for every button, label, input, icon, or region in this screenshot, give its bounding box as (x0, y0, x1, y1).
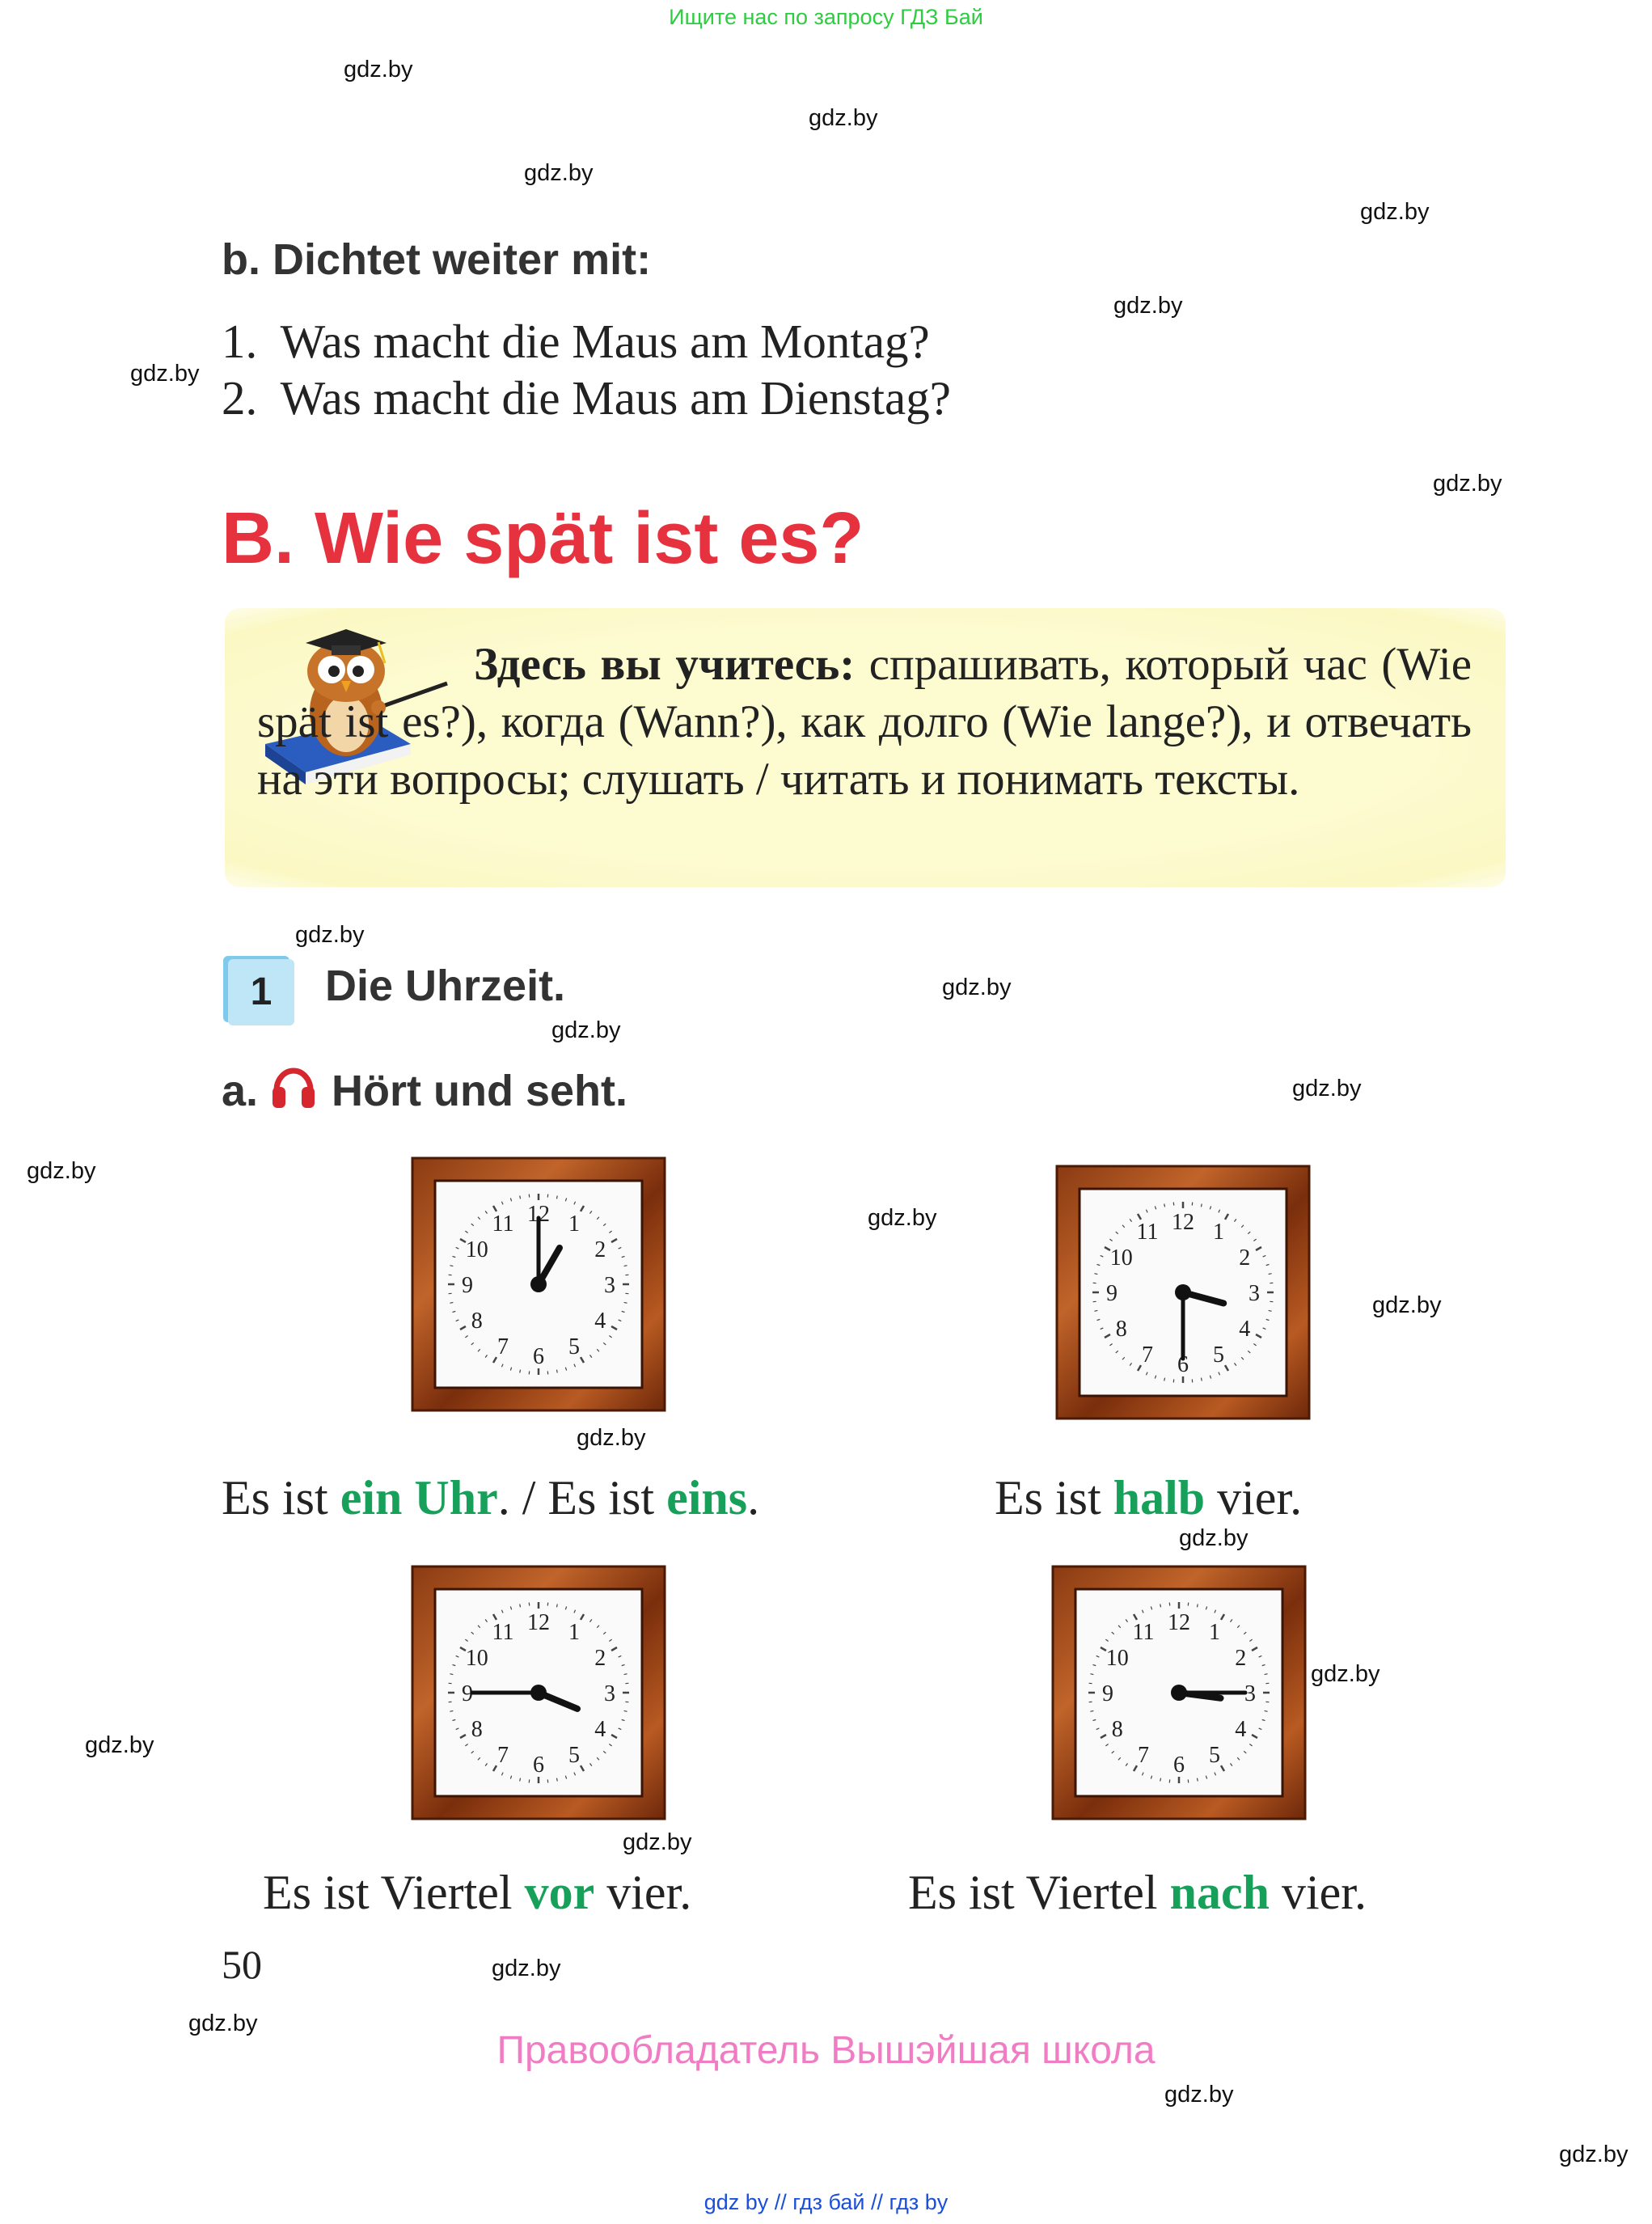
clock-tick (450, 1710, 453, 1711)
watermark: gdz.by (344, 57, 413, 82)
clock-center (1171, 1685, 1187, 1701)
clock-numeral: 6 (1173, 1753, 1185, 1778)
watermark: gdz.by (1311, 1661, 1380, 1687)
clock-numeral: 7 (497, 1334, 509, 1360)
watermark: gdz.by (295, 922, 365, 948)
info-text (257, 636, 1472, 808)
clock-tick (624, 1710, 627, 1711)
clock-tick (556, 1370, 557, 1373)
clock-numeral: 11 (492, 1619, 514, 1645)
clock-tick (1197, 1778, 1198, 1782)
info-lead: Здесь вы учитесь: (474, 639, 856, 690)
section-title: B. Wie spät ist es? (222, 498, 864, 579)
clock-numeral: 1 (1213, 1219, 1224, 1245)
clock-image (1055, 1165, 1311, 1424)
clock-tick (520, 1195, 521, 1199)
clock-numeral: 4 (594, 1309, 606, 1334)
watermark: gdz.by (1113, 293, 1183, 319)
clock-numeral: 7 (497, 1743, 509, 1769)
clock-image (411, 1565, 666, 1824)
clock-tick (520, 1778, 521, 1782)
watermark: gdz.by (1179, 1525, 1249, 1551)
question-item: 1. Was macht die Maus am Montag? (222, 315, 930, 368)
info-body: спрашивать, который час (Wie spät ist es?), когда (Wann?), как долго (Wie lange?), и отвечать на эти вопросы; слушать / читать и понимать тексты. (257, 639, 1472, 805)
clock-numeral: 12 (1168, 1610, 1190, 1635)
clock-numeral: 6 (1177, 1352, 1189, 1377)
clock-center (1175, 1284, 1191, 1300)
question-item: 2. Was macht die Maus am Dienstag? (222, 371, 951, 425)
clock-tick (520, 1370, 521, 1373)
subtask-label: a. (222, 1067, 259, 1115)
clock-numeral: 9 (1102, 1681, 1113, 1706)
clock-tick (450, 1674, 453, 1675)
clock-numeral: 9 (462, 1681, 473, 1706)
watermark: gdz.by (27, 1158, 96, 1184)
clock-tick (1265, 1710, 1268, 1711)
clock-caption: Es ist Viertel vor vier. (263, 1866, 692, 1919)
clock-caption: Es ist ein Uhr. / Es ist eins. (222, 1471, 760, 1524)
watermark: gdz.by (1292, 1076, 1362, 1101)
clock-numeral: 3 (604, 1273, 615, 1298)
watermark: gdz.by (1433, 471, 1502, 497)
clock-numeral: 1 (568, 1211, 580, 1237)
clock-caption: Es ist Viertel nach vier. (908, 1866, 1367, 1919)
clock-numeral: 10 (465, 1237, 488, 1262)
clock-tick (1160, 1778, 1161, 1782)
clock-face (1055, 1165, 1311, 1420)
copyright-notice: Правообладатель Вышэйшая школа (496, 2029, 1156, 2072)
clock-numeral: 10 (1105, 1646, 1129, 1671)
clock-numeral: 7 (1142, 1342, 1153, 1368)
clock-tick (624, 1302, 627, 1303)
clock-tick (556, 1604, 557, 1607)
clock-numeral: 7 (1138, 1743, 1149, 1769)
clock-numeral: 5 (568, 1334, 580, 1360)
clock-tick (1269, 1310, 1272, 1311)
watermark: gdz.by (1372, 1292, 1442, 1318)
exercise-heading: b. Dichtet weiter mit: (222, 235, 652, 284)
clock-numeral: 6 (533, 1344, 544, 1369)
watermark: gdz.by (1164, 2082, 1234, 2108)
clock-numeral: 9 (1106, 1281, 1118, 1306)
clock-face (411, 1565, 666, 1820)
clock-numeral: 5 (568, 1743, 580, 1769)
clock-numeral: 4 (1235, 1717, 1247, 1742)
clock-numeral: 11 (492, 1211, 514, 1237)
watermark: gdz.by (188, 2010, 258, 2036)
clock-tick (1197, 1604, 1198, 1607)
watermark: gdz.by (130, 361, 200, 387)
clock-tick (556, 1778, 557, 1782)
watermark: gdz.by (551, 1017, 621, 1043)
watermark: gdz.by (492, 1956, 561, 1981)
clock-tick (1160, 1604, 1161, 1607)
clock-center (530, 1685, 547, 1701)
clock-numeral: 2 (594, 1646, 606, 1671)
clock-tick (556, 1195, 557, 1199)
page-number: 50 (222, 1942, 262, 1987)
watermark: gdz.by (623, 1829, 692, 1855)
subtask-title: Hört und seht. (332, 1067, 627, 1115)
clock-numeral: 3 (604, 1681, 615, 1706)
watermark: gdz.by (868, 1205, 937, 1231)
clock-numeral: 1 (568, 1619, 580, 1645)
clock-tick (1201, 1203, 1202, 1207)
clock-numeral: 2 (1235, 1646, 1247, 1671)
watermark: gdz.by (577, 1425, 646, 1451)
clock-caption: Es ist halb vier. (995, 1471, 1303, 1524)
clock-tick (1094, 1310, 1097, 1311)
clock-numeral: 3 (1249, 1281, 1260, 1306)
clock-tick (1164, 1378, 1165, 1381)
clock-numeral: 8 (1111, 1717, 1123, 1742)
task-title: Die Uhrzeit. (325, 962, 566, 1010)
clock-tick (520, 1604, 521, 1607)
clock-tick (450, 1302, 453, 1303)
clock-numeral: 8 (1115, 1317, 1127, 1342)
clock-tick (1090, 1674, 1093, 1675)
watermark: gdz.by (524, 160, 594, 186)
clock-numeral: 12 (527, 1202, 550, 1227)
clock-numeral: 8 (471, 1309, 483, 1334)
watermark: gdz.by (1559, 2142, 1629, 2167)
clock-numeral: 11 (1136, 1219, 1159, 1245)
clock-numeral: 1 (1209, 1619, 1220, 1645)
clock-numeral: 5 (1213, 1342, 1224, 1368)
clock-image (1051, 1565, 1307, 1824)
clock-tick (1201, 1378, 1202, 1381)
clock-face (411, 1156, 666, 1412)
clock-numeral: 12 (527, 1610, 550, 1635)
clock-numeral: 10 (465, 1646, 488, 1671)
clock-numeral: 8 (471, 1717, 483, 1742)
clock-numeral: 6 (533, 1753, 544, 1778)
clock-numeral: 4 (1239, 1317, 1251, 1342)
clock-numeral: 2 (594, 1237, 606, 1262)
clock-tick (1265, 1674, 1268, 1675)
watermark: gdz.by (85, 1732, 154, 1758)
watermark: gdz.by (1360, 199, 1430, 225)
footer-links[interactable]: gdz by // гдз бай // гдз by (703, 2190, 949, 2214)
headphones-icon[interactable] (270, 1059, 317, 1117)
clock-numeral: 12 (1172, 1210, 1194, 1235)
clock-tick (1164, 1203, 1165, 1207)
clock-numeral: 4 (594, 1717, 606, 1742)
clock-numeral: 10 (1109, 1245, 1133, 1271)
clock-tick (1269, 1274, 1272, 1275)
clock-image (411, 1156, 666, 1416)
clock-center (530, 1276, 547, 1292)
clock-numeral: 11 (1132, 1619, 1155, 1645)
watermark: gdz.by (942, 975, 1012, 1000)
clock-tick (1090, 1710, 1093, 1711)
watermark: gdz.by (809, 105, 878, 131)
clock-numeral: 9 (462, 1273, 473, 1298)
clock-numeral: 3 (1244, 1681, 1256, 1706)
clock-face (1051, 1565, 1307, 1820)
task-number-badge: 1 (228, 959, 294, 1025)
clock-numeral: 2 (1239, 1245, 1251, 1271)
top-banner[interactable]: Ищите нас по запросу ГДЗ Бай (669, 5, 983, 29)
clock-tick (1094, 1274, 1097, 1275)
clock-numeral: 5 (1209, 1743, 1220, 1769)
clock-tick (624, 1674, 627, 1675)
